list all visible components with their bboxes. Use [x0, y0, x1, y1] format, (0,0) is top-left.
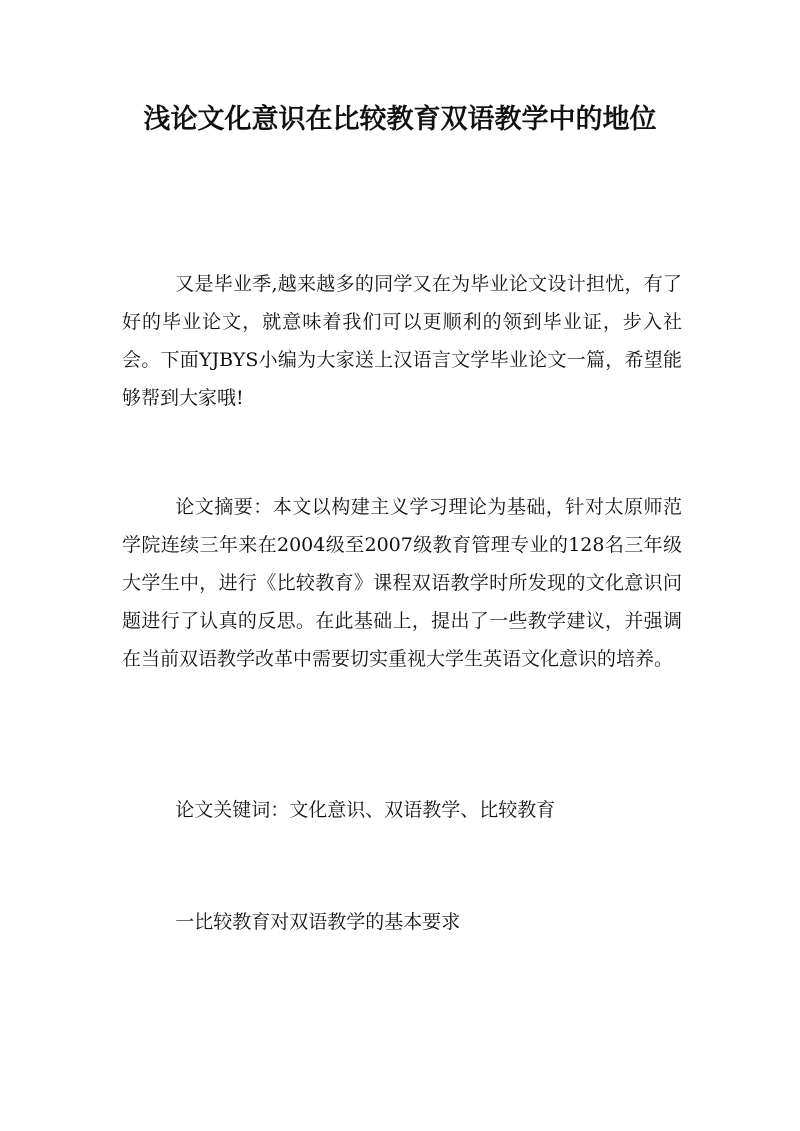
document-title: 浅论文化意识在比较教育双语教学中的地位 — [143, 104, 657, 135]
keywords-paragraph: 论文关键词：文化意识、双语教学、比较教育 — [175, 799, 556, 821]
intro-paragraph: 又是毕业季,越来越多的同学又在为毕业论文设计担忧，有了好的毕业论文，就意味着我们可以更顺利的领到毕业证，步入社会。下面YJBYS小编为大家送上汉语言文学毕业论文一篇，希望能够帮到大家哦! — [122, 273, 682, 409]
abstract-paragraph: 论文摘要：本文以构建主义学习理论为基础，针对太原师范学院连续三年来在2004级至2007级教育管理专业的128名三年级大学生中，进行《比较教育》课程双语教学时所发现的文化意识问题进行了认真的反思。在此基础上，提出了一些教学建议，并强调在当前双语教学改革中需要切实重视大学生英语文化意识的培养。 — [122, 496, 682, 670]
section-heading: 一比较教育对双语教学的基本要求 — [175, 911, 461, 933]
